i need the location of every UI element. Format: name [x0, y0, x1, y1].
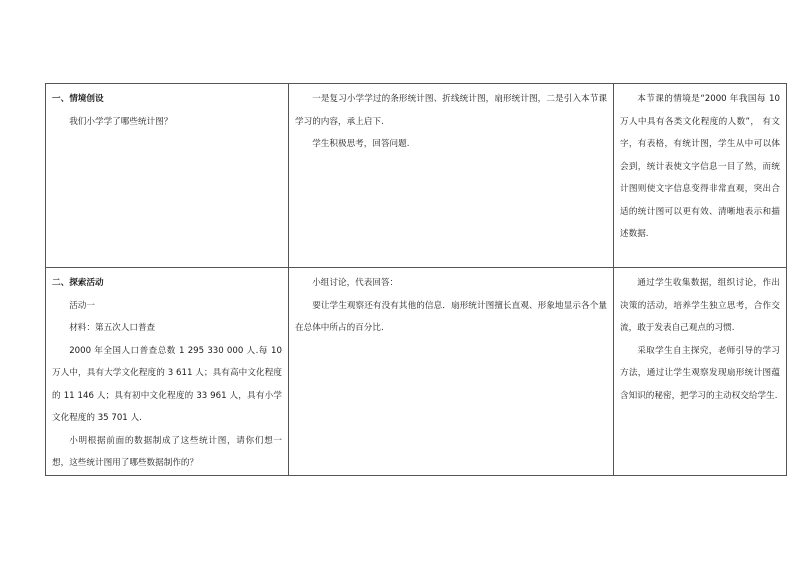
paragraph: 学生积极思考，回答问题. [312, 139, 410, 149]
paragraph: 一是复习小学学过的条形统计图、折线统计图，扇形统计图，二是引入本节课学习的内容，承上启下. [295, 94, 607, 127]
cell-section-1-intent [614, 84, 787, 268]
paragraph: 我们小学学了哪些统计图？ [69, 116, 173, 127]
paragraph: 通过学生收集数据，组织讨论，作出决策的活动，培养学生独立思考，合作交流，敢于发表自己观点的习惯. [620, 278, 780, 333]
paragraph: 本节课的情境是“2000 年我国每 10 万人中具有各类文化程度的人数”， 有文字，有表格，有统计图，学生从中可以体会到，统计表使文字信息一目了然，而统计图则使文字信息变得非常直观，突出合适的统计图可以更有效、清晰地表示和描述数据. [620, 94, 780, 239]
paragraph: 要让学生观察还有没有其他的信息．扇形统计图擅长直观、形象地显示各个量在总体中所占的百分比. [295, 300, 607, 333]
paragraph: 2000 年全国人口普查总数 1 295 330 000 人.每 10 万人中，具有大学文化程度的 3 611 人；具有高中文化程度的 11 146 人；具有初中文化程度的 33 961 人，具有小学文化程度的 35 701 人. [52, 345, 282, 423]
lesson-plan-table [45, 83, 787, 476]
cell-section-2-activity [289, 268, 614, 476]
table-row [46, 84, 787, 268]
paragraph: 小组讨论，代表回答： [312, 278, 399, 288]
cell-section-2-intent [614, 268, 787, 476]
paragraph: 小明根据前面的数据制成了这些统计图，请你们想一想，这些统计图用了哪些数据制作的？ [52, 435, 282, 468]
paragraph: 活动一 [69, 300, 95, 311]
table-row [46, 268, 787, 476]
section-heading: 一、情境创设 [52, 94, 104, 104]
cell-section-1-content [46, 84, 289, 268]
paragraph: 采取学生自主探究，老师引导的学习方法，通过让学生观察发现扇形统计图蕴含知识的秘密，把学习的主动权交给学生. [620, 345, 780, 401]
paragraph: 材料：第五次人口普查 [69, 323, 156, 333]
cell-section-1-activity [289, 84, 614, 268]
section-heading: 二、探索活动 [52, 278, 104, 288]
cell-section-2-content [46, 268, 289, 476]
